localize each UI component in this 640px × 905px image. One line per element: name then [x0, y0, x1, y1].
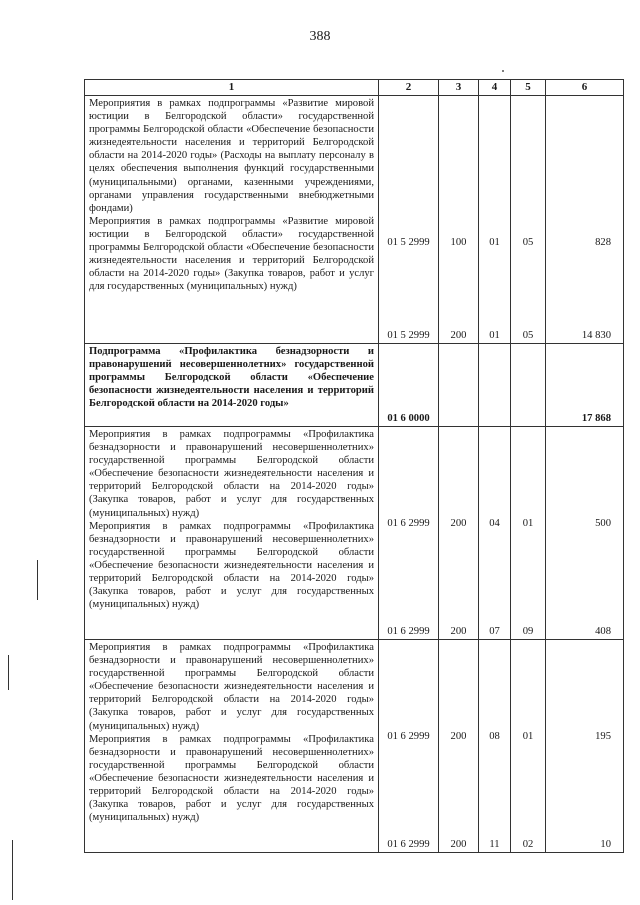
column-4-value: 08 [489, 730, 500, 742]
scan-mark [37, 560, 38, 600]
column-3-cell [439, 344, 479, 427]
column-5-cell [511, 427, 546, 640]
description-text: Мероприятия в рамках подпрограммы «Развитие мировой юстиции в Белгородской области» государственной программы Белгородской области «Обеспечение безопасности жизнедеятельности населения и территорий Белгородской области на 2014-2020 годы» (Закупка товаров, работ и услуг для государственных (муниципальных) нужд) [89, 215, 374, 293]
amount-value: 195 [595, 730, 611, 742]
code-value: 01 5 2999 [387, 236, 430, 248]
amount-value: 17 868 [581, 412, 611, 424]
column-5-value: 02 [522, 838, 534, 850]
scan-mark [12, 840, 13, 900]
column-3-value: 200 [450, 517, 467, 529]
column-4-cell [479, 96, 511, 344]
amount-value: 828 [595, 236, 611, 248]
column-4-cell [479, 427, 511, 640]
column-4-value: 01 [489, 236, 500, 248]
column-3-value: 200 [450, 625, 467, 637]
column-header: 3 [439, 80, 479, 96]
description-text: Подпрограмма «Профилактика безнадзорности и правонарушений несовершеннолетних» государственной программы Белгородской области «Обеспечение безопасности жизнедеятельности населения и территорий Белгородской области на 2014-2020 годы» [89, 346, 374, 410]
description-cell [85, 344, 379, 427]
code-value: 01 6 0000 [387, 412, 430, 424]
code-cell [379, 640, 439, 853]
code-cell [379, 96, 439, 344]
column-4-cell [479, 640, 511, 853]
code-value: 01 6 2999 [387, 730, 430, 742]
table-row [85, 96, 624, 344]
column-5-cell [511, 640, 546, 853]
table-header-row [85, 80, 624, 96]
description-text: Мероприятия в рамках подпрограммы «Профилактика безнадзорности и правонарушений несовершеннолетних» государственной программы Белгородской области «Обеспечение безопасности жизнедеятельности населения и территорий Белгородской области на 2014-2020 годы» (Закупка товаров, работ и услуг для государственных (муниципальных) нужд) [89, 429, 374, 519]
column-3-cell [439, 96, 479, 344]
column-5-cell [511, 96, 546, 344]
code-value: 01 6 2999 [387, 838, 430, 850]
column-3-value: 100 [450, 236, 467, 248]
amount-value: 10 [600, 838, 611, 850]
scan-dot [502, 70, 504, 72]
column-5-value: 01 [522, 730, 534, 742]
column-4-value: 01 [489, 329, 500, 341]
amount-cell [546, 344, 624, 427]
column-header: 2 [379, 80, 439, 96]
table-row [85, 640, 624, 853]
column-5-value: 01 [522, 517, 534, 529]
code-value: 01 5 2999 [387, 329, 430, 341]
column-header: 1 [85, 80, 379, 96]
code-cell [379, 427, 439, 640]
column-4-cell [479, 344, 511, 427]
column-5-value: 09 [522, 625, 534, 637]
amount-cell [546, 96, 624, 344]
table-row [85, 427, 624, 640]
code-value: 01 6 2999 [387, 517, 430, 529]
column-header: 5 [511, 80, 546, 96]
description-cell [85, 96, 379, 344]
amount-cell [546, 427, 624, 640]
budget-table [84, 79, 624, 853]
page-number: 388 [309, 29, 331, 44]
column-4-value: 11 [489, 838, 500, 850]
description-text: Мероприятия в рамках подпрограммы «Профилактика безнадзорности и правонарушений несовершеннолетних» государственной программы Белгородской области «Обеспечение безопасности жизнедеятельности населения и территорий Белгородской области на 2014-2020 годы» (Закупка товаров, работ и услуг для государственных (муниципальных) нужд) [89, 520, 374, 611]
column-4-value: 07 [489, 625, 500, 637]
amount-value: 408 [595, 625, 611, 637]
description-cell [85, 640, 379, 853]
column-5-value: 05 [522, 236, 534, 248]
description-cell [85, 427, 379, 640]
column-3-cell [439, 640, 479, 853]
table-row [85, 344, 624, 427]
description-text: Мероприятия в рамках подпрограммы «Профилактика безнадзорности и правонарушений несовершеннолетних» государственной программы Белгородской области «Обеспечение безопасности жизнедеятельности населения и территорий Белгородской области на 2014-2020 годы» (Закупка товаров, работ и услуг для государственных (муниципальных) нужд) [89, 733, 374, 824]
column-3-cell [439, 427, 479, 640]
column-3-value: 200 [450, 730, 467, 742]
amount-cell [546, 640, 624, 853]
description-text: Мероприятия в рамках подпрограммы «Развитие мировой юстиции в Белгородской области» государственной программы Белгородской области «Обеспечение безопасности жизнедеятельности населения и территорий Белгородской области на 2014-2020 годы» (Расходы на выплату персоналу в целях обеспечения выполнения функций государственными (муниципальными) органами, казенными учреждениями, органами управления государственными внебюджетными фондами) [89, 98, 374, 214]
column-header: 4 [479, 80, 511, 96]
column-5-cell [511, 344, 546, 427]
code-value: 01 6 2999 [387, 625, 430, 637]
description-text: Мероприятия в рамках подпрограммы «Профилактика безнадзорности и правонарушений несовершеннолетних» государственной программы Белгородской области «Обеспечение безопасности жизнедеятельности населения и территорий Белгородской области на 2014-2020 годы» (Закупка товаров, работ и услуг для государственных (муниципальных) нужд) [89, 642, 374, 732]
column-header: 6 [546, 80, 624, 96]
column-5-value: 05 [522, 329, 534, 341]
column-3-value: 200 [450, 838, 467, 850]
scan-mark [8, 655, 9, 690]
column-3-value: 200 [450, 329, 467, 341]
amount-value: 14 830 [581, 329, 611, 341]
amount-value: 500 [595, 517, 611, 529]
code-cell [379, 344, 439, 427]
column-4-value: 04 [489, 517, 500, 529]
